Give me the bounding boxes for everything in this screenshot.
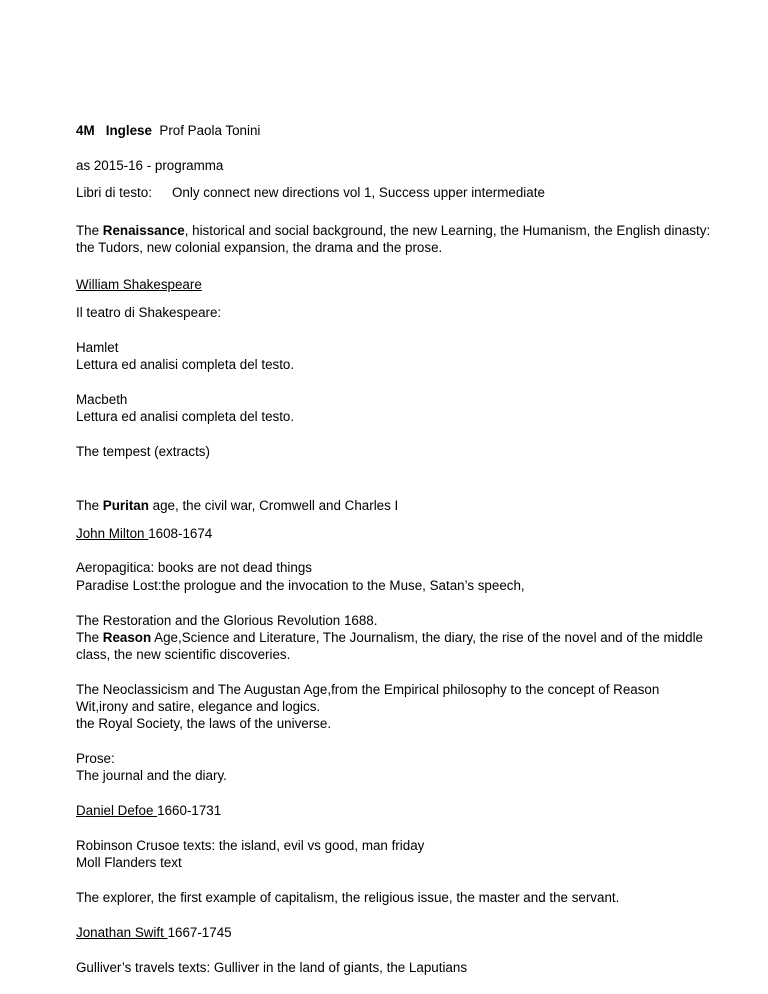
macbeth-description: Lettura ed analisi completa del testo. [76, 409, 295, 424]
defoe-themes: The explorer, the first example of capitalism, the religious issue, the master and the servant. [76, 890, 620, 905]
puritan-keyword: Puritan [102, 498, 149, 513]
class-code: 4M [76, 123, 95, 138]
hamlet-title: Hamlet [76, 340, 119, 355]
textbooks-line [76, 184, 728, 201]
renaissance-pre: The [76, 223, 103, 238]
teacher-name: Prof Paola Tonini [159, 123, 261, 138]
milton-line-2: Paradise Lost:the prologue and the invocation to the Muse, Satan’s speech, [76, 578, 525, 593]
milton-dates: 1608-1674 [148, 526, 213, 541]
defoe-heading [76, 802, 728, 819]
swift-dates: 1667-1745 [167, 925, 232, 940]
puritan-pre: The [76, 498, 103, 513]
prose-label: Prose: [76, 751, 115, 766]
milton-author: John Milton [76, 526, 149, 541]
renaissance-keyword: Renaissance [102, 223, 185, 238]
neoclassicism-line-1: The Neoclassicism and The Augustan Age,from the Empirical philosophy to the concept of Reason [76, 682, 660, 697]
restoration-line: The Restoration and the Glorious Revolution 1688. [76, 613, 378, 628]
reason-age-paragraph [76, 629, 728, 663]
puritan-paragraph [76, 497, 728, 514]
shakespeare-heading [76, 276, 728, 293]
renaissance-text: , historical and social background, the new Learning, the Humanism, the English dinasty: the Tudors, new colonial expansion, the drama and the prose. [76, 223, 711, 255]
tempest-line: The tempest (extracts) [76, 444, 210, 459]
shakespeare-author: William Shakespeare [76, 277, 202, 292]
school-year-line: as 2015-16 - programma [76, 158, 224, 173]
shakespeare-intro: Il teatro di Shakespeare: [76, 305, 222, 320]
swift-heading [76, 924, 728, 941]
reason-text: Age,Science and Literature, The Journalism, the diary, the rise of the novel and of the middle class, the new scientific discoveries. [76, 630, 703, 662]
puritan-text: age, the civil war, Cromwell and Charles I [148, 498, 399, 513]
prose-line: The journal and the diary. [76, 768, 227, 783]
course-header [76, 122, 728, 139]
swift-author: Jonathan Swift [76, 925, 168, 940]
renaissance-paragraph [76, 222, 728, 256]
subject: Inglese [105, 123, 152, 138]
defoe-line-1: Robinson Crusoe texts: the island, evil vs good, man friday [76, 838, 425, 853]
swift-line-1: Gulliver’s travels texts: Gulliver in the land of giants, the Laputians [76, 960, 468, 975]
milton-heading [76, 525, 728, 542]
defoe-author: Daniel Defoe [76, 803, 158, 818]
reason-pre: The [76, 630, 103, 645]
textbooks-label: Libri di testo: [76, 185, 152, 200]
neoclassicism-line-2: Wit,irony and satire, elegance and logics. [76, 699, 321, 714]
reason-keyword: Reason [102, 630, 152, 645]
defoe-dates: 1660-1731 [157, 803, 222, 818]
milton-line-1: Aeropagitica: books are not dead things [76, 560, 312, 575]
textbooks-value: Only connect new directions vol 1, Success upper intermediate [172, 185, 545, 200]
macbeth-title: Macbeth [76, 392, 128, 407]
neoclassicism-line-3: the Royal Society, the laws of the universe. [76, 716, 332, 731]
hamlet-description: Lettura ed analisi completa del testo. [76, 357, 295, 372]
defoe-line-2: Moll Flanders text [76, 855, 182, 870]
